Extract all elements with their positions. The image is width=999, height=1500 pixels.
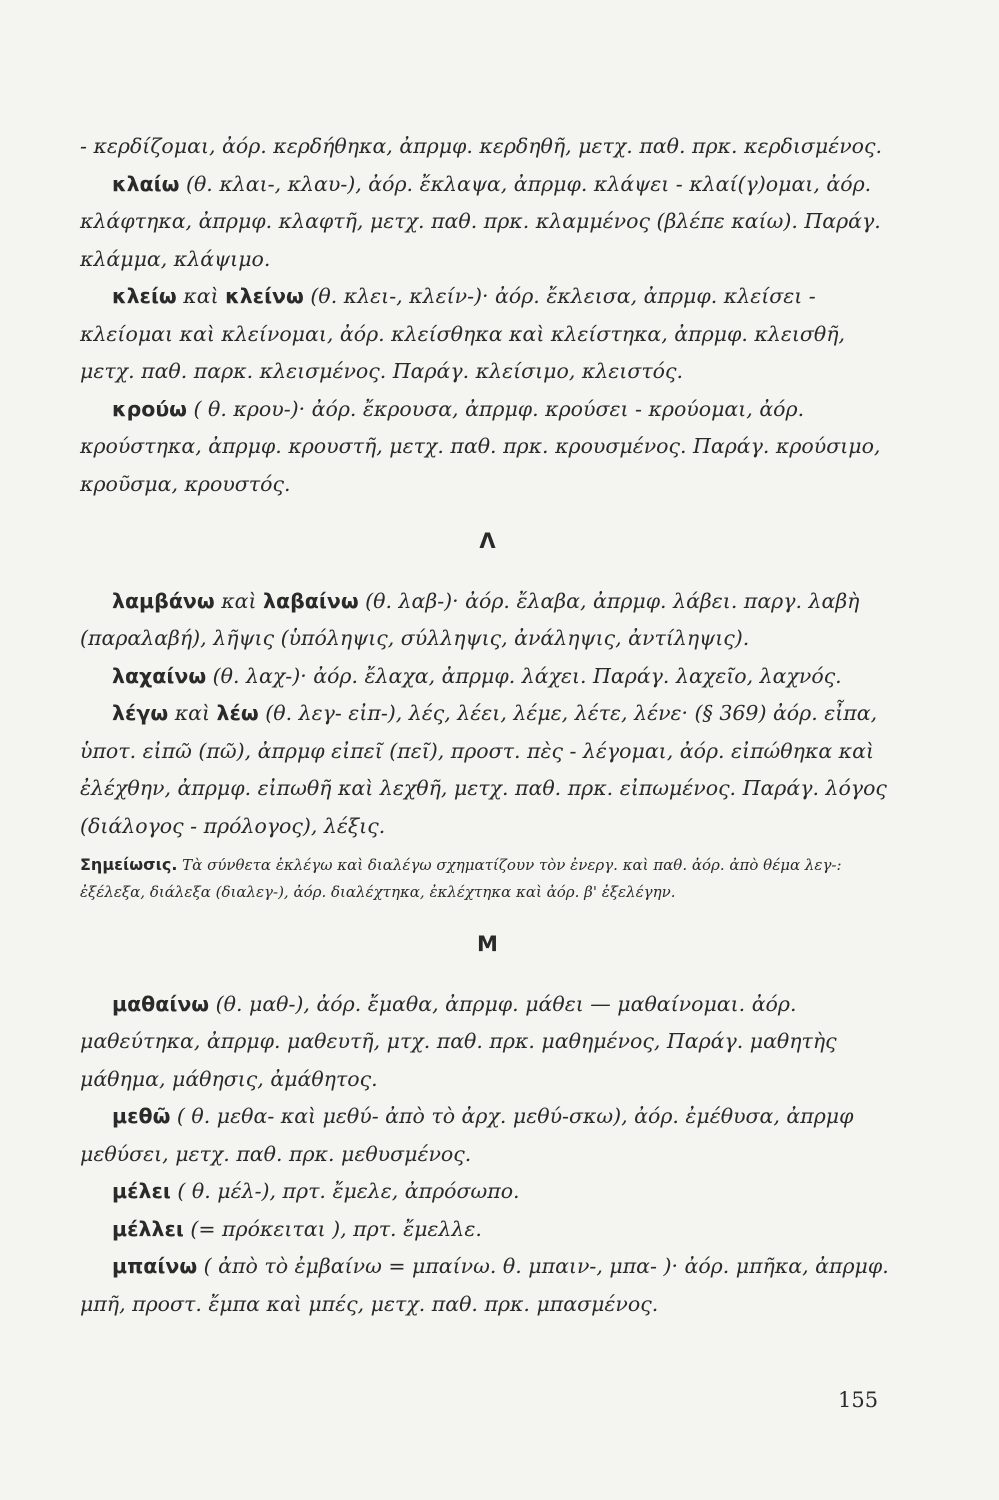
entry-text: (θ. λαχ-)· ἀόρ. ἔλαχα, ἀπρμφ. λάχει. Παράγ. λαχεῖο, λαχνός. — [206, 663, 842, 688]
note-label: Σημείωσις. — [80, 855, 178, 874]
entry-lachaino — [80, 658, 895, 696]
entry-text: ( θ. μεθα- καὶ μεθύ- ἀπὸ τὸ ἀρχ. μεθύ-σκω), ἀόρ. ἐμέθυσα, ἀπρμφ μεθύσει, μετχ. παθ. πρκ. μεθυσμένος. — [80, 1104, 854, 1166]
entry-mathaino — [80, 986, 895, 1099]
entry-kleio — [80, 278, 895, 391]
entry-text: (θ. μαθ-), ἀόρ. ἔμαθα, ἀπρμφ. μάθει — μαθαίνομαι. ἀόρ. μαθεύτηκα, ἀπρμφ. μαθευτῆ, μτχ. παθ. πρκ. μαθημένος, Παράγ. μαθητὴς μάθημα, μάθησις, ἀμάθητος. — [80, 991, 837, 1091]
entry-text: (θ. λαβ-)· ἀόρ. ἔλαβα, ἀπρμφ. λάβει. παργ. λαβὴ (παραλαβή), λῆψις (ὑπόληψις, σύλληψις, ἀνάληψις, ἀντίληψις). — [80, 588, 860, 650]
entry-continuation: - κερδίζομαι, ἀόρ. κερδήθηκα, ἀπρμφ. κερδηθῆ, μετχ. παθ. πρκ. κερδισμένος. — [80, 134, 883, 158]
headword: κλαίω — [112, 171, 180, 196]
entry-klaio — [80, 166, 895, 279]
headword: κλείω — [112, 284, 177, 308]
entry-text: ( θ. μέλ-), πρτ. ἔμελε, ἀπρόσωπο. — [170, 1179, 520, 1203]
entry-lego — [80, 695, 895, 845]
section-heading-mu: Μ — [477, 932, 498, 956]
headword: μέλλει — [112, 1216, 184, 1241]
headword: λαμβάνω — [112, 588, 215, 613]
headword: μαθαίνω — [112, 991, 210, 1016]
entry-metho — [80, 1098, 895, 1173]
headword: κρούω — [112, 396, 187, 421]
headword: λέω — [216, 701, 259, 725]
entry-text: (θ. λεγ- εἰπ-), λές, λέει, λέμε, λέτε, λένε· (§ 369) ἀόρ. εἶπα, ὑποτ. εἰπῶ (πῶ), ἀπρμφ εἰπεῖ (πεῖ), προστ. πὲς - λέγομαι, ἀόρ. εἰπώθηκα καὶ ἐλέχθην, ἀπρμφ. εἰπωθῆ καὶ λεχθῆ, μετχ. παθ. πρκ. εἰπωμένος. Παράγ. λόγος (διάλογος - πρόλογος), λέξις. — [80, 701, 887, 838]
headword: λαβαίνω — [263, 588, 359, 613]
headword: λέγω — [112, 701, 169, 725]
entry-text: (θ. κλαι-, κλαυ-), ἀόρ. ἔκλαψα, ἀπρμφ. κλάψει - κλαί(γ)ομαι, ἀόρ. κλάφτηκα, ἀπρμφ. κλαφτῆ, μετχ. παθ. πρκ. κλαμμένος (βλέπε καίω). Παράγ. κλάμμα, κλάψιμο. — [80, 171, 881, 271]
section-heading-lambda: Λ — [479, 529, 496, 553]
entry-mellei — [80, 1211, 895, 1249]
entry-text: (θ. κλει-, κλείν-)· ἀόρ. ἔκλεισα, ἀπρμφ. κλείσει - κλείομαι καὶ κλείνομαι, ἀόρ. κλείσθηκα καὶ κλείστηκα, ἀπρμφ. κλεισθῆ, μετχ. παθ. παρκ. κλεισμένος. Παράγ. κλείσιμο, κλειστός. — [80, 284, 845, 383]
entry-text: ( θ. κρου-)· ἀόρ. ἔκρουσα, ἀπρμφ. κρούσει - κρούομαι, ἀόρ. κρούστηκα, ἀπρμφ. κρουστῆ, μετχ. παθ. πρκ. κρουσμένος. Παράγ. κρούσιμο, κροῦσμα, κρουστός. — [80, 396, 881, 496]
headword: μέλει — [112, 1179, 171, 1203]
headword: μεθῶ — [112, 1104, 171, 1128]
entry-lamvano — [80, 583, 895, 658]
conjunction: καὶ — [168, 701, 217, 725]
conjunction: καὶ — [176, 284, 226, 308]
entry-text: (= πρόκειται ), πρτ. ἔμελλε. — [183, 1216, 482, 1241]
headword: λαχαίνω — [112, 663, 207, 688]
entry-melei — [80, 1173, 895, 1211]
headword: μπαίνω — [112, 1254, 198, 1278]
note — [80, 851, 895, 906]
conjunction: καὶ — [214, 588, 264, 613]
page-body — [80, 128, 895, 1323]
entry-krouo — [80, 391, 895, 504]
entry-mpaino — [80, 1248, 895, 1323]
headword: κλείνω — [225, 284, 304, 308]
entry-text: ( ἀπὸ τὸ ἐμβαίνω = μπαίνω. θ. μπαιν-, μπα- )· ἀόρ. μπῆκα, ἀπρμφ. μπῆ, προστ. ἔμπα καὶ μπές, μετχ. παθ. πρκ. μπασμένος. — [80, 1254, 889, 1316]
page-number: 155 — [838, 1388, 879, 1412]
note-text: Τὰ σύνθετα ἐκλέγω καὶ διαλέγω σχηματίζουν τὸν ἐνεργ. καὶ παθ. ἀόρ. ἀπὸ θέμα λεγ-: ἐξέλεξα, διάλεξα (διαλεγ-), ἀόρ. διαλέχτηκα, ἐκλέχτηκα καὶ ἀόρ. β' ἐξελέγην. — [80, 856, 842, 901]
